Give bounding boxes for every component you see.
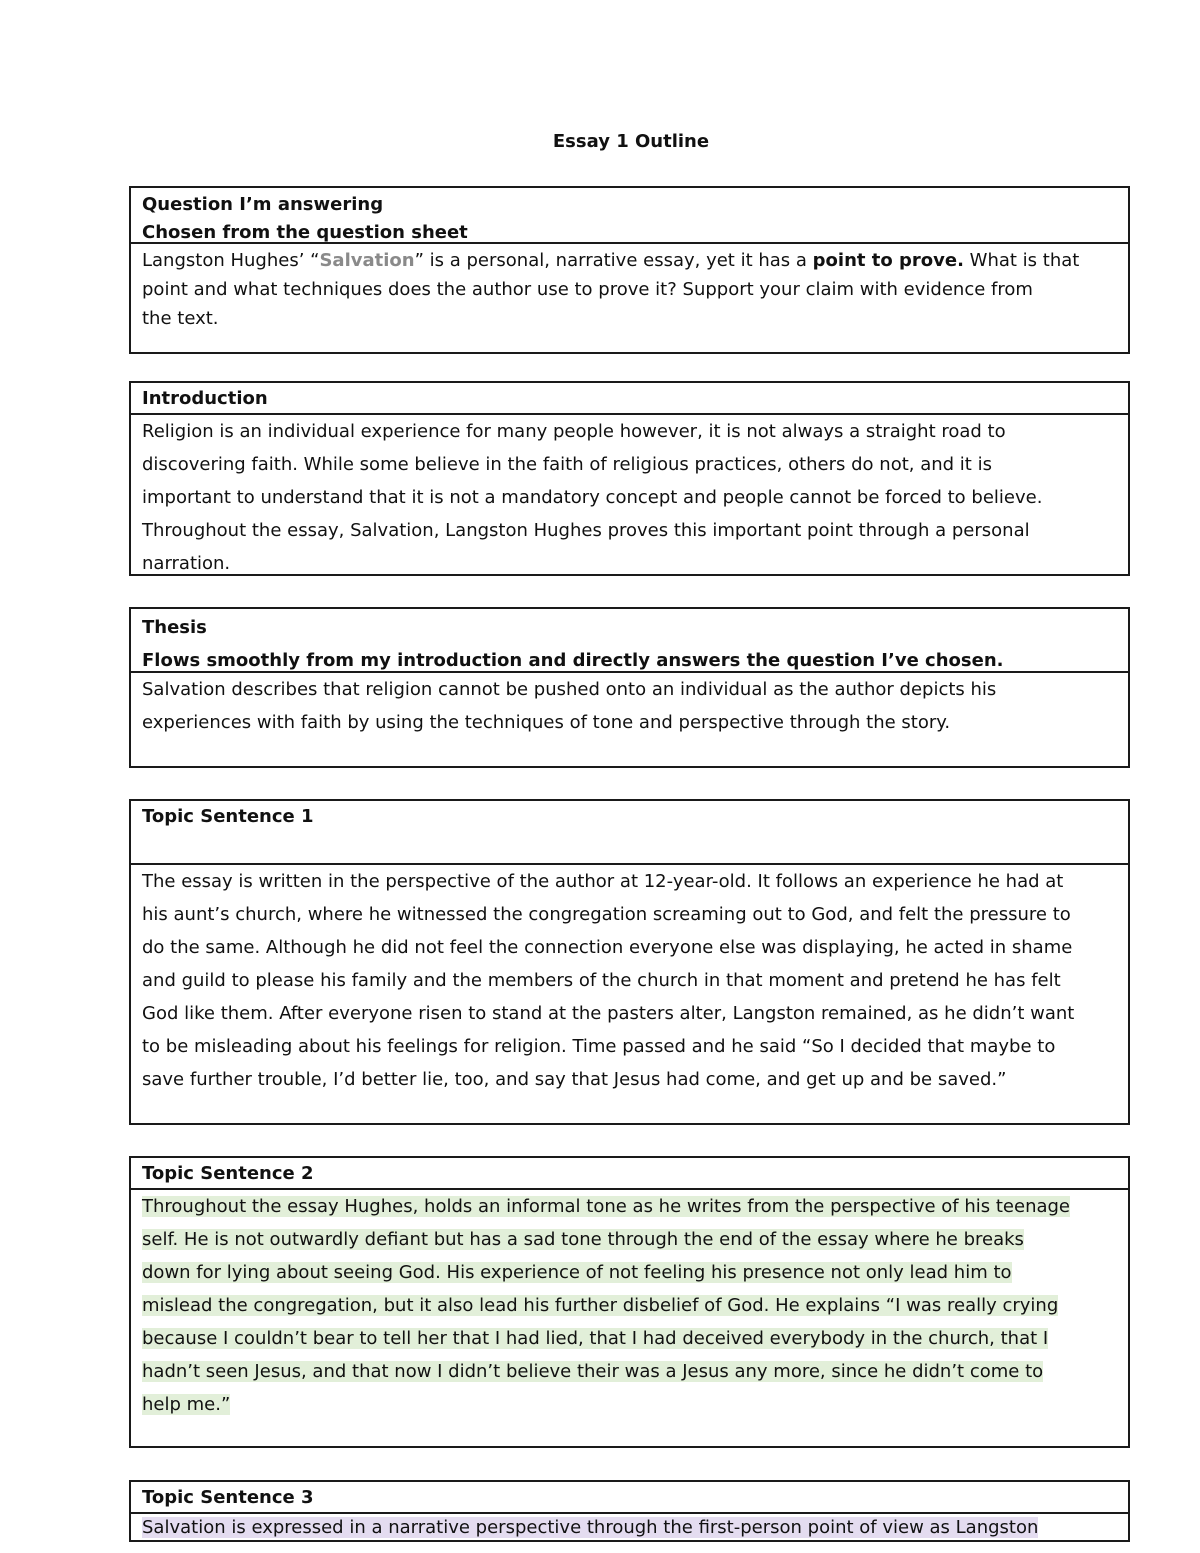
question-label: Question I’m answering (142, 194, 384, 215)
topic-2-line: down for lying about seeing God. His experience of not feeling his presence not only lead him to (142, 1262, 1012, 1283)
page-title: Essay 1 Outline (552, 131, 710, 152)
introduction-line: Throughout the essay, Salvation, Langston Hughes proves this important point through a personal (142, 520, 1030, 541)
thesis-sublabel: Flows smoothly from my introduction and directly answers the question I’ve chosen. (142, 650, 1004, 671)
topic-1-line: and guild to please his family and the members of the church in that moment and pretend he has felt (142, 970, 1061, 991)
topic-1-line: do the same. Although he did not feel the connection everyone else was displaying, he acted in shame (142, 937, 1073, 958)
topic-sentence-3-label: Topic Sentence 3 (131, 1482, 1128, 1514)
thesis-label: Thesis (142, 617, 207, 638)
question-sublabel: Chosen from the question sheet (142, 222, 468, 243)
topic-2-line: mislead the congregation, but it also lead his further disbelief of God. He explains “I was really crying (142, 1295, 1059, 1316)
topic-sentence-1-section (129, 799, 1130, 1125)
thesis-line: Salvation describes that religion cannot be pushed onto an individual as the author depicts his (142, 679, 997, 700)
question-line: the text. (142, 308, 219, 329)
topic-2-line: hadn’t seen Jesus, and that now I didn’t believe their was a Jesus any more, since he didn’t come to (142, 1361, 1044, 1382)
topic-1-line: The essay is written in the perspective of the author at 12-year-old. It follows an experience he had at (142, 871, 1064, 892)
question-line: Langston Hughes’ “Salvation” is a personal, narrative essay, yet it has a point to prove. What is that (142, 250, 1080, 271)
introduction-section (129, 381, 1130, 576)
topic-sentence-2-label: Topic Sentence 2 (131, 1158, 1128, 1190)
topic-sentence-1-label: Topic Sentence 1 (131, 801, 1128, 865)
topic-1-line: save further trouble, I’d better lie, too, and say that Jesus had come, and get up and be saved.” (142, 1069, 1007, 1090)
topic-2-line: because I couldn’t bear to tell her that I had lied, that I had deceived everybody in the church, that I (142, 1328, 1049, 1349)
topic-2-line: help me.” (142, 1394, 231, 1415)
topic-3-line: Salvation is expressed in a narrative perspective through the first-person point of view as Langston (142, 1517, 1039, 1538)
topic-sentence-2-section (129, 1156, 1130, 1448)
topic-1-line: his aunt’s church, where he witnessed the congregation screaming out to God, and felt the pressure to (142, 904, 1071, 925)
introduction-line: Religion is an individual experience for many people however, it is not always a straight road to (142, 421, 1006, 442)
thesis-section (129, 607, 1130, 768)
topic-1-line: God like them. After everyone risen to stand at the pasters alter, Langston remained, as he didn’t want (142, 1003, 1075, 1024)
introduction-label: Introduction (131, 383, 1128, 415)
question-line: point and what techniques does the author use to prove it? Support your claim with evidence from (142, 279, 1033, 300)
topic-2-line: self. He is not outwardly defiant but has a sad tone through the end of the essay where he breaks (142, 1229, 1024, 1250)
introduction-line: narration. (142, 553, 231, 574)
topic-1-line: to be misleading about his feelings for religion. Time passed and he said “So I decided that maybe to (142, 1036, 1056, 1057)
topic-sentence-3-section (129, 1480, 1130, 1542)
introduction-line: discovering faith. While some believe in the faith of religious practices, others do not, and it is (142, 454, 992, 475)
thesis-line: experiences with faith by using the techniques of tone and perspective through the story. (142, 712, 951, 733)
topic-2-line: Throughout the essay Hughes, holds an informal tone as he writes from the perspective of his teenage (142, 1196, 1071, 1217)
introduction-line: important to understand that it is not a mandatory concept and people cannot be forced to believe. (142, 487, 1043, 508)
question-section (129, 186, 1130, 354)
